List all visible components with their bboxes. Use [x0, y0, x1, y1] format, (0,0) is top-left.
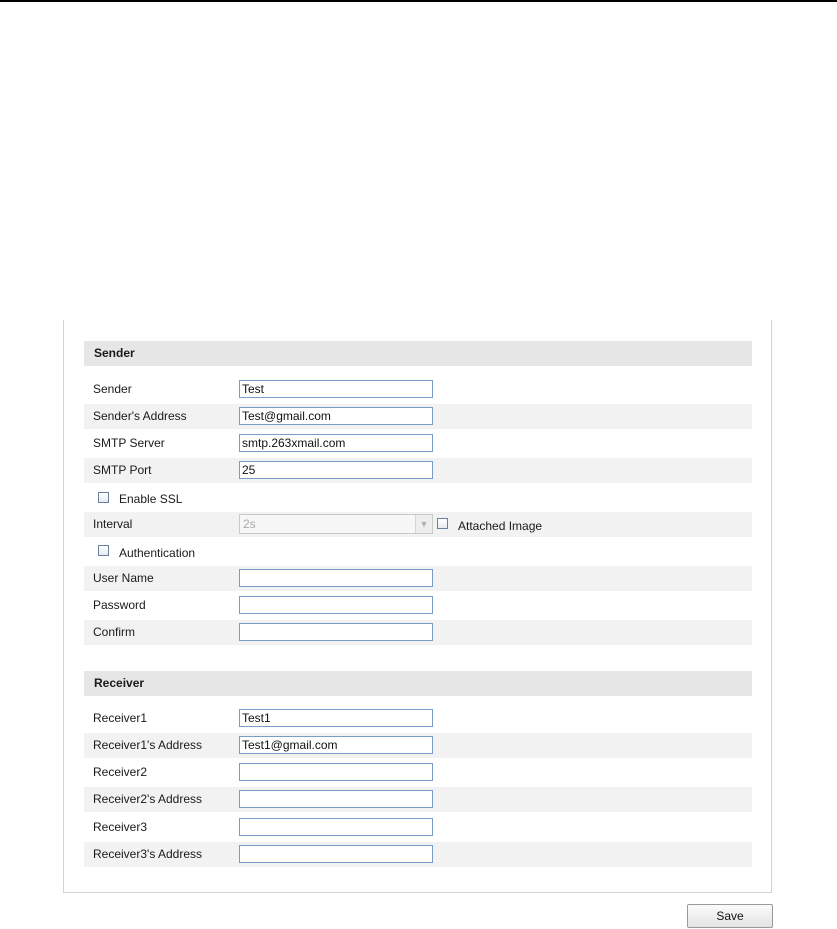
- sender-input[interactable]: [239, 380, 433, 398]
- receiver3-label: Receiver3: [93, 820, 148, 834]
- receiver3-input[interactable]: [239, 818, 433, 836]
- interval-value: 2s: [243, 517, 256, 531]
- authentication-row: [84, 540, 752, 565]
- receiver2-address-label: Receiver2's Address: [93, 792, 203, 806]
- smtp-server-label: SMTP Server: [93, 436, 165, 450]
- confirm-row: [84, 620, 752, 645]
- receiver2-label: Receiver2: [93, 765, 148, 779]
- receiver1-address-input[interactable]: [239, 736, 433, 754]
- sender-address-input[interactable]: [239, 407, 433, 425]
- receiver2-input[interactable]: [239, 763, 433, 781]
- interval-label: Interval: [93, 517, 133, 531]
- attached-image-label: Attached Image: [458, 519, 543, 533]
- user-name-input[interactable]: [239, 569, 433, 587]
- enable-ssl-row: [84, 486, 752, 511]
- enable-ssl-checkbox[interactable]: [98, 492, 109, 503]
- sender-section-header: [84, 341, 752, 366]
- smtp-server-input[interactable]: [239, 434, 433, 452]
- interval-select[interactable]: [239, 514, 433, 534]
- receiver3-address-row: [84, 842, 752, 867]
- sender-section-title: Sender: [94, 346, 135, 360]
- receiver1-label: Receiver1: [93, 711, 148, 725]
- authentication-label: Authentication: [119, 546, 196, 560]
- receiver1-address-row: [84, 733, 752, 758]
- receiver2-address-row: [84, 787, 752, 812]
- interval-row: [84, 512, 752, 537]
- enable-ssl-label: Enable SSL: [119, 492, 183, 506]
- receiver1-address-label: Receiver1's Address: [93, 738, 203, 752]
- receiver2-address-input[interactable]: [239, 790, 433, 808]
- chevron-down-icon[interactable]: ▼: [415, 515, 432, 533]
- password-row: [84, 593, 752, 618]
- user-name-row: [84, 566, 752, 591]
- top-divider: [0, 0, 837, 2]
- receiver3-address-label: Receiver3's Address: [93, 847, 203, 861]
- password-label: Password: [93, 598, 146, 612]
- receiver1-row: [84, 706, 752, 731]
- user-name-label: User Name: [93, 571, 154, 585]
- smtp-port-input[interactable]: [239, 461, 433, 479]
- receiver-section-header: [84, 671, 752, 696]
- save-button[interactable]: Save: [687, 904, 773, 928]
- sender-label: Sender: [93, 382, 132, 396]
- smtp-server-row: [84, 431, 752, 456]
- confirm-label: Confirm: [93, 625, 136, 639]
- receiver-section-title: Receiver: [94, 676, 145, 690]
- smtp-port-row: [84, 458, 752, 483]
- sender-address-row: [84, 404, 752, 429]
- authentication-checkbox[interactable]: [98, 545, 109, 556]
- receiver3-row: [84, 815, 752, 840]
- attached-image-checkbox[interactable]: [437, 518, 448, 529]
- sender-row: [84, 377, 752, 402]
- receiver3-address-input[interactable]: [239, 845, 433, 863]
- smtp-port-label: SMTP Port: [93, 463, 152, 477]
- confirm-input[interactable]: [239, 623, 433, 641]
- receiver2-row: [84, 760, 752, 785]
- receiver1-input[interactable]: [239, 709, 433, 727]
- sender-address-label: Sender's Address: [93, 409, 187, 423]
- password-input[interactable]: [239, 596, 433, 614]
